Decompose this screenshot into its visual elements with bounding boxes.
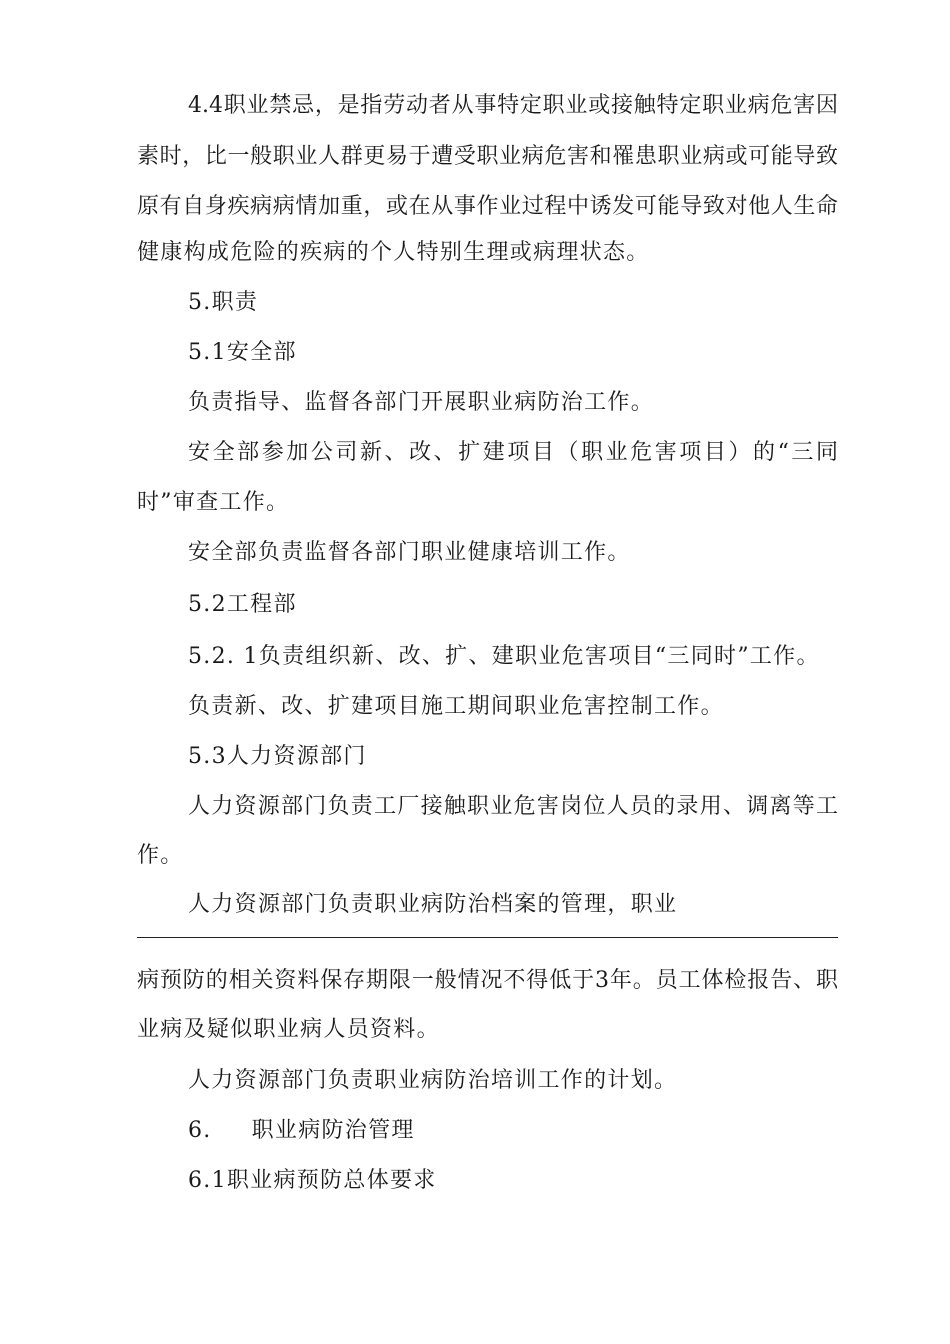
paragraph-5-1-b-line-1: 安全部参加公司新、改、扩建项目（职业危害项目）的“三同 bbox=[188, 440, 838, 465]
paragraph-continued-line-2: 业病及疑似职业病人员资料。 bbox=[137, 1017, 440, 1042]
heading-5-2: 5.2工程部 bbox=[188, 592, 297, 617]
paragraph-4-4-line-3: 原有自身疾病病情加重，或在从事作业过程中诱发可能导致对他人生命 bbox=[137, 194, 838, 219]
paragraph-4-4-line-2: 素时，比一般职业人群更易于遭受职业病危害和罹患职业病或可能导致 bbox=[137, 144, 838, 169]
heading-6-1: 6.1职业病预防总体要求 bbox=[188, 1168, 437, 1193]
paragraph-5-3-b: 人力资源部门负责职业病防治档案的管理，职业 bbox=[188, 892, 678, 917]
paragraph-5-3-c: 人力资源部门负责职业病防治培训工作的计划。 bbox=[188, 1068, 678, 1093]
paragraph-5-3-a-line-1: 人力资源部门负责工厂接触职业危害岗位人员的录用、调离等工 bbox=[188, 794, 838, 819]
paragraph-5-1-a: 负责指导、监督各部门开展职业病防治工作。 bbox=[188, 390, 655, 415]
page-break-rule bbox=[137, 937, 838, 938]
paragraph-5-3-a-line-2: 作。 bbox=[137, 843, 184, 868]
paragraph-5-2-1: 5.2. 1负责组织新、改、扩、建职业危害项目“三同时”工作。 bbox=[188, 644, 820, 669]
paragraph-5-1-c: 安全部负责监督各部门职业健康培训工作。 bbox=[188, 540, 631, 565]
heading-5-3: 5.3人力资源部门 bbox=[188, 744, 367, 769]
paragraph-4-4-line-1: 4.4职业禁忌，是指劳动者从事特定职业或接触特定职业病危害因 bbox=[188, 93, 838, 118]
heading-6 bbox=[188, 1116, 415, 1146]
paragraph-4-4-line-4: 健康构成危险的疾病的个人特别生理或病理状态。 bbox=[137, 240, 650, 265]
paragraph-5-2-b: 负责新、改、扩建项目施工期间职业危害控制工作。 bbox=[188, 694, 724, 719]
heading-6-text: 职业病防治管理 bbox=[251, 1118, 415, 1143]
paragraph-continued-line-1: 病预防的相关资料保存期限一般情况不得低于3年。员工体检报告、职 bbox=[137, 968, 838, 993]
paragraph-5-1-b-line-2: 时”审查工作。 bbox=[137, 490, 290, 515]
heading-5: 5.职责 bbox=[188, 290, 259, 315]
heading-6-number: 6. bbox=[188, 1118, 212, 1143]
heading-5-1: 5.1安全部 bbox=[188, 340, 297, 365]
